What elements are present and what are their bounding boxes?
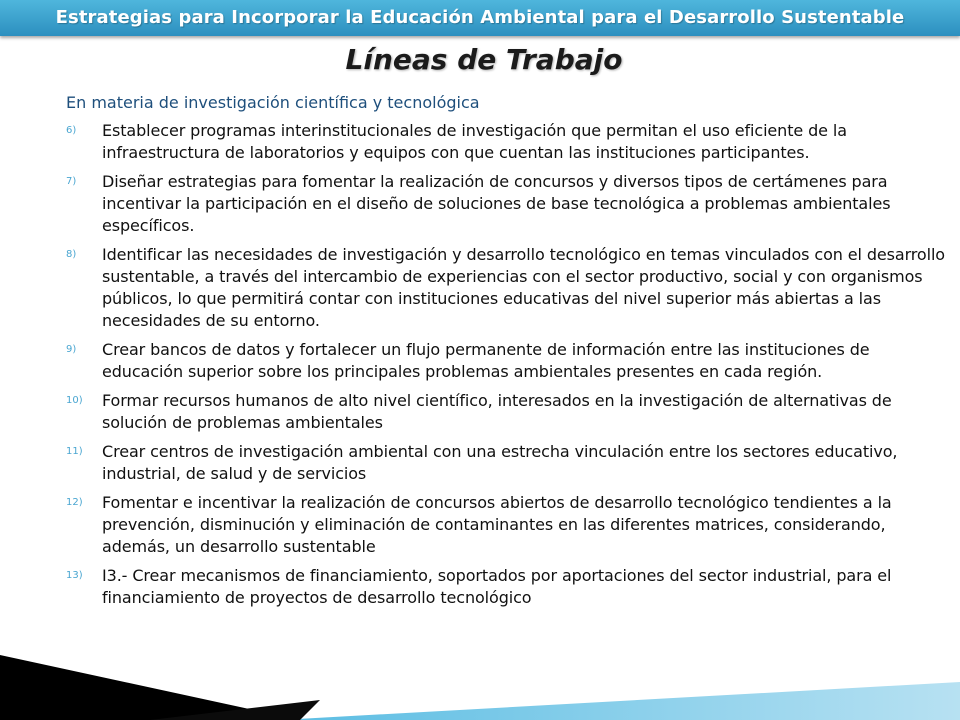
- item-text: I3.- Crear mecanismos de financiamiento, soportados por aportaciones del sector industrial, para el financiamiento de proyectos de desarrollo tecnológico: [102, 566, 892, 607]
- item-text: Crear bancos de datos y fortalecer un flujo permanente de información entre las instituciones de educación superior sobre los principales problemas ambientales presentes en cada región.: [102, 340, 870, 381]
- item-text: Establecer programas interinstitucionales de investigación que permitan el uso eficiente de la infraestructura de laboratorios y equipos con que cuentan las instituciones participantes.: [102, 121, 847, 162]
- list-item: [66, 244, 950, 332]
- item-number: 10): [66, 395, 83, 406]
- item-number: 13): [66, 570, 83, 581]
- item-text: Formar recursos humanos de alto nivel científico, interesados en la investigación de alternativas de solución de problemas ambientales: [102, 391, 892, 432]
- item-number: 6): [66, 125, 77, 136]
- item-text: Identificar las necesidades de investigación y desarrollo tecnológico en temas vinculados con el desarrollo sustentable, a través del intercambio de experiencias con el sector productivo, social y con organismos públicos, lo que permitirá contar con instituciones educativas del nivel superior más abiertas a las necesidades de su entorno.: [102, 245, 945, 330]
- item-number: 11): [66, 446, 83, 457]
- list-item: [66, 390, 950, 434]
- item-number: 9): [66, 344, 77, 355]
- item-text: Fomentar e incentivar la realización de concursos abiertos de desarrollo tecnológico tendientes a la prevención, disminución y eliminación de contaminantes en las diferentes matrices, considerando, además, un desarrollo sustentable: [102, 493, 892, 556]
- item-number: 12): [66, 497, 83, 508]
- header-banner: [0, 0, 960, 36]
- page-title: Líneas de Trabajo: [345, 43, 623, 76]
- swoosh-blue: [280, 682, 960, 720]
- list-item: [66, 565, 950, 609]
- item-number: 7): [66, 176, 77, 187]
- item-number: 8): [66, 249, 77, 260]
- item-text: Diseñar estrategias para fomentar la realización de concursos y diversos tipos de certámenes para incentivar la participación en el diseño de soluciones de base tecnológica a problemas ambientales específicos.: [102, 172, 891, 235]
- list-item: [66, 441, 950, 485]
- list-item: [66, 171, 950, 237]
- strategy-list: [66, 120, 950, 616]
- item-text: Crear centros de investigación ambiental con una estrecha vinculación entre los sectores educativo, industrial, de salud y de servicios: [102, 442, 898, 483]
- section-subtitle: En materia de investigación científica y tecnológica: [66, 93, 480, 112]
- list-item: [66, 492, 950, 558]
- decorative-swoosh: [0, 620, 960, 720]
- list-item: [66, 339, 950, 383]
- banner-title: Estrategias para Incorporar la Educación Ambiental para el Desarrollo Sustentable: [55, 6, 905, 28]
- list-item: [66, 120, 950, 164]
